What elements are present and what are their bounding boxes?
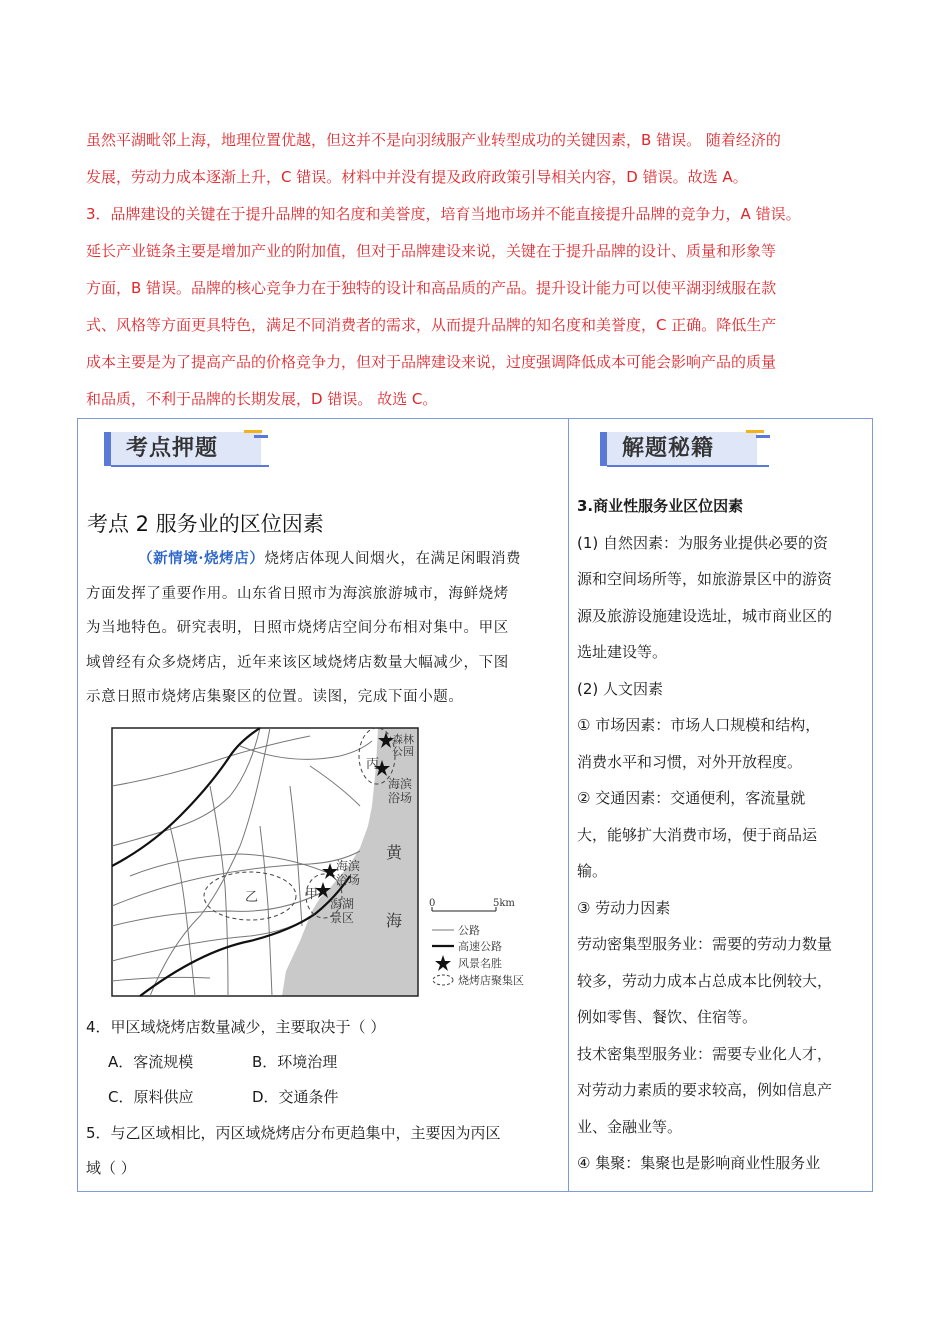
para-line: 示意日照市烧烤店集聚区的位置。读图，完成下面小题。 bbox=[86, 689, 464, 705]
q4-option-a: A．客流规模 bbox=[108, 1053, 194, 1071]
jieti-banner-title: 解题秘籍 bbox=[622, 436, 715, 461]
zone-yi: 乙 bbox=[245, 890, 259, 905]
analysis-line: 延长产业链条主要是增加产业的附加值，但对于品牌建设来说，关键在于提升品牌的设计、质量和形象等 bbox=[86, 242, 777, 260]
material-paragraph bbox=[86, 542, 558, 715]
sea-label-hai: 海 bbox=[386, 911, 403, 930]
label-haibin-2: 海滨 bbox=[336, 859, 361, 873]
question-5-stem-cont: 域（ ） bbox=[86, 1159, 136, 1177]
analysis-line: 成本主要是为了提高产品的价格竞争力，但对于品牌建设来说，过度强调降低成本可能会影响产品的质量 bbox=[86, 353, 777, 371]
legend-highway: 高速公路 bbox=[458, 940, 502, 953]
q4-option-c: C．原料供应 bbox=[108, 1088, 194, 1106]
context-tag: （新情境·烧烤店） bbox=[138, 550, 265, 567]
analysis-line: 3．品牌建设的关键在于提升品牌的知名度和美誉度，培育当地市场并不能直接提升品牌的竞争力，A 错误。 bbox=[86, 205, 801, 223]
analysis-line: 和品质，不利于品牌的长期发展，D 错误。 故选 C。 bbox=[86, 390, 438, 408]
map-legend bbox=[432, 924, 524, 987]
tips-line: 选址建设等。 bbox=[577, 643, 668, 661]
tips-line: ④ 集聚：集聚也是影响商业性服务业 bbox=[577, 1154, 821, 1172]
tips-line: 技术密集型服务业：需要专业化人才， bbox=[577, 1044, 833, 1063]
tips-line: 输。 bbox=[577, 862, 608, 880]
question-4-stem: 4．甲区域烧烤店数量减少，主要取决于（ ） bbox=[86, 1018, 386, 1036]
q4-option-d: D．交通条件 bbox=[252, 1088, 339, 1106]
zone-bing: 丙 bbox=[366, 757, 380, 772]
para-line: 方面发挥了重要作用。山东省日照市为海滨旅游城市，海鲜烧烤 bbox=[86, 585, 509, 602]
tips-line: (1) 自然因素：为服务业提供必要的资 bbox=[577, 533, 829, 552]
sea-label-huang: 黄 bbox=[386, 843, 403, 862]
label-senlin: 森林 bbox=[392, 733, 414, 746]
rizhao-map bbox=[110, 726, 540, 998]
scale-start: 0 bbox=[429, 898, 436, 909]
analysis-line: 式、风格等方面更具特色，满足不同消费者的需求，从而提升品牌的知名度和美誉度，C 正确。降低生产 bbox=[86, 316, 777, 334]
tips-line: 消费水平和习惯，对外开放程度。 bbox=[577, 752, 803, 771]
label-jingqu: 景区 bbox=[330, 911, 355, 925]
legend-star-icon bbox=[435, 955, 451, 971]
analysis-line: 虽然平湖毗邻上海，地理位置优越，但这并不是向羽绒服产业转型成功的关键因素，B 错误。 随着经济的 bbox=[86, 131, 781, 149]
q4-option-b: B．环境治理 bbox=[252, 1053, 338, 1071]
tips-heading: 3.商业性服务业区位因素 bbox=[577, 497, 744, 515]
question-5-stem: 5．与乙区域相比，丙区域烧烤店分布更趋集中，主要因为丙区 bbox=[86, 1124, 501, 1142]
tips-line: 源及旅游设施建设选址，城市商业区的 bbox=[577, 606, 833, 625]
jieti-banner bbox=[600, 418, 770, 470]
tips-line: 例如零售、餐饮、住宿等。 bbox=[577, 1008, 758, 1026]
tips-line: (2) 人文因素 bbox=[577, 679, 664, 698]
tips-line: 大，能够扩大消费市场，便于商品运 bbox=[577, 825, 818, 844]
legend-cluster: 烧烤店聚集区 bbox=[458, 974, 524, 987]
scale-end: 5km bbox=[493, 898, 515, 909]
label-haibin-1: 海滨 bbox=[388, 777, 413, 791]
label-xiehu: 潟湖 bbox=[330, 897, 355, 911]
analysis-text bbox=[86, 122, 886, 418]
label-yuchang-1: 浴场 bbox=[388, 791, 413, 805]
analysis-line: 方面，B 错误。品牌的核心竞争力在于独特的设计和高品质的产品。提升设计能力可以使平湖羽绒服在款 bbox=[86, 279, 777, 297]
legend-road: 公路 bbox=[458, 924, 480, 937]
legend-scenic: 风景名胜 bbox=[458, 957, 502, 970]
label-gongyuan: 公园 bbox=[392, 745, 414, 758]
section-title: 考点 2 服务业的区位因素 bbox=[87, 512, 324, 536]
tips-line: 劳动密集型服务业：需要的劳动力数量 bbox=[577, 935, 833, 953]
tips-line: 较多，劳动力成本占总成本比例较大， bbox=[577, 971, 833, 990]
zone-jia: 甲 bbox=[305, 887, 319, 902]
tips-line: ② 交通因素：交通便利，客流量就 bbox=[577, 789, 806, 807]
tips-line: 源和空间场所等，如旅游景区中的游资 bbox=[577, 570, 833, 588]
kaodian-banner bbox=[104, 418, 269, 470]
scale-bar bbox=[429, 898, 515, 911]
para-line: 为当地特色。研究表明，日照市烧烤店空间分布相对集中。甲区 bbox=[86, 620, 509, 636]
tips-line: ① 市场因素：市场人口规模和结构， bbox=[577, 716, 821, 734]
label-yuchang-2: 浴场 bbox=[336, 873, 361, 887]
para-line: 域曾经有众多烧烤店，近年来该区域烧烤店数量大幅减少，下图 bbox=[86, 654, 509, 671]
tips-line: ③ 劳动力因素 bbox=[577, 898, 671, 917]
para-line: 烧烤店体现人间烟火，在满足闲暇消费 bbox=[264, 551, 522, 567]
kaodian-banner-title: 考点押题 bbox=[126, 436, 219, 461]
tips-column bbox=[577, 488, 867, 1182]
column-divider bbox=[568, 418, 569, 1192]
tips-line: 对劳动力素质的要求较高，例如信息产 bbox=[577, 1081, 833, 1099]
tips-line: 业、金融业等。 bbox=[577, 1117, 683, 1136]
analysis-line: 发展，劳动力成本逐渐上升，C 错误。材料中并没有提及政府政策引导相关内容，D 错误。故选 A。 bbox=[86, 168, 748, 186]
